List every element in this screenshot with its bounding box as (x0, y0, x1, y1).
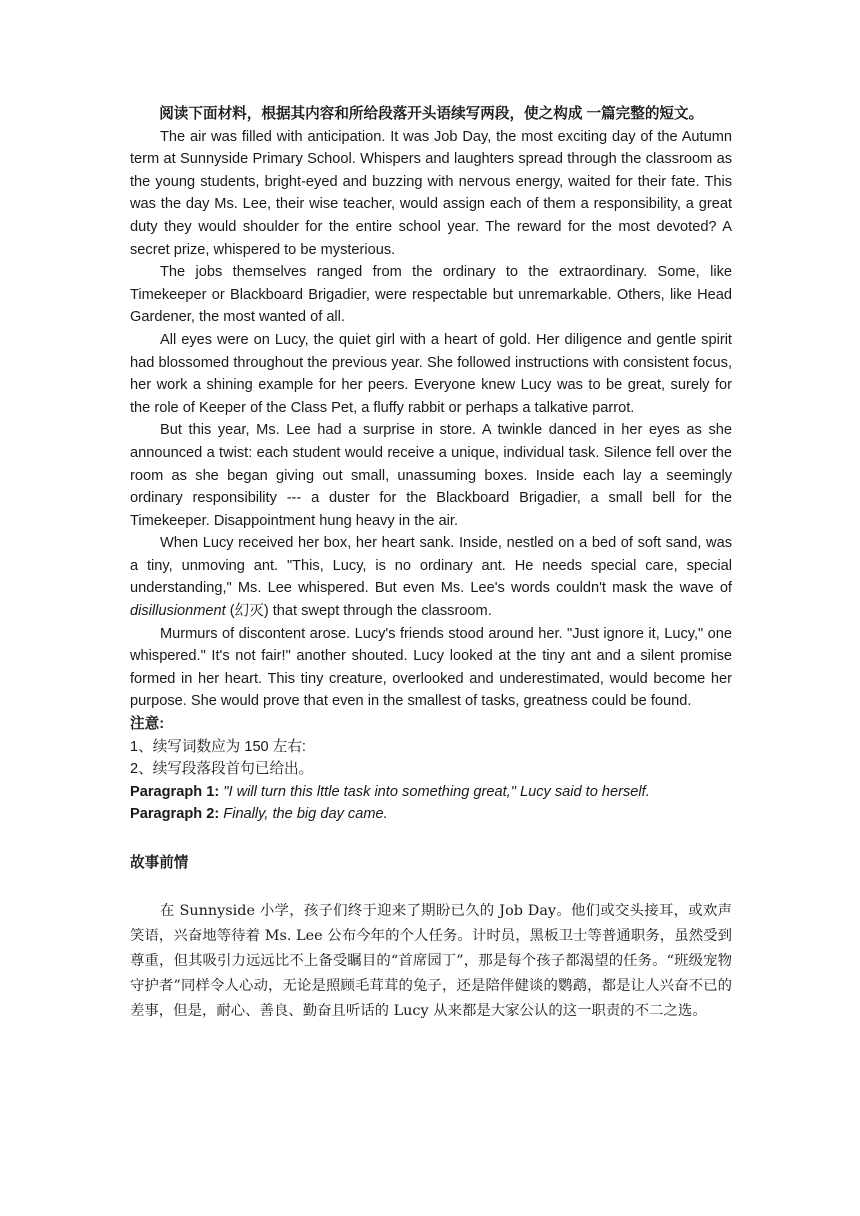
story-paragraph-3: All eyes were on Lucy, the quiet girl with a heart of gold. Her diligence and gentle spirit had blossomed throughout the previous year. She followed instructions with consistent focus, her work a shining example for her peers. Everyone knew Lucy was to be great, surely for the role of Keeper of the Class Pet, a fluffy rabbit or perhaps a talkative parrot. (130, 331, 732, 416)
story-paragraph-4: But this year, Ms. Lee had a surprise in store. A twinkle danced in her eyes as she announced a twist: each student would receive a unique, individual task. Silence fell over the room as she began giving out small, unassuming boxes. Inside each lay a seemingly ordinary responsibility --- a duster for the Blackboard Brigadier, a small bell for the Timekeeper. Disappointment hung heavy in the air. (130, 422, 732, 529)
paragraph-1-opening: "I will turn this lttle task into something great," Lucy said to herself. (223, 783, 650, 800)
story-background-title: 故事前情 (130, 855, 189, 871)
story-background-text: 在 Sunnyside 小学，孩子们终于迎来了期盼已久的 Job Day。他们或交头接耳，或欢声笑语，兴奋地等待着 Ms. Lee 公布今年的个人任务。计时员，黑板卫士等普通职务，虽然受到尊重，但其吸引力远远比不上备受瞩目的“首席园丁”，那是每个孩子都渴望的任务。“班级宠物守护者”同样令人心动，无论是照顾毛茸茸的兔子，还是陪伴健谈的鹦鹉，都是让人兴奋不已的差事，但是，耐心、善良、勤奋且听话的 Lucy 从来都是大家公认的这一职责的不二之选。 (130, 902, 732, 1019)
notes-title: 注意: (130, 716, 165, 733)
story-paragraph-2: The jobs themselves ranged from the ordinary to the extraordinary. Some, like Timekeeper or Blackboard Brigadier, were respectable but unremarkable. Others, like Head Gardener, the most wanted of all. (130, 264, 732, 326)
paragraph-1-prompt (130, 781, 732, 804)
paragraph-2-opening: Finally, the big day came. (223, 806, 388, 823)
story-paragraph-5 (130, 532, 732, 622)
paragraph-2-label: Paragraph 2: (130, 806, 220, 823)
paragraph-5-text-after: (幻灭) that swept through the classroom. (225, 603, 492, 620)
note-item-1: 1、续写词数应为 150 左右: (130, 738, 306, 755)
story-paragraph-1: The air was filled with anticipation. It was Job Day, the most exciting day of the Autumn term at Sunnyside Primary School. Whispers and laughters spread through the classroom as the young students, bright-eyed and buzzing with nervous energy, waited for their fate. This was the day Ms. Lee, their wise teacher, would assign each of them a responsibility, a great duty they would shoulder for the entire school year. The reward for the most devoted? A secret prize, whispered to be mysterious. (130, 128, 732, 258)
story-paragraph-6: Murmurs of discontent arose. Lucy's friends stood around her. "Just ignore it, Lucy," one whispered." It's not fair!" another shouted. Lucy looked at the tiny ant and a silent promise formed in her heart. This tiny creature, overlooked and underestimated, would become her purpose. She would prove that even in the smallest of tasks, greatness could be found. (130, 625, 732, 710)
paragraph-5-text-before: When Lucy received her box, her heart sank. Inside, nestled on a bed of soft sand, was a tiny, unmoving ant. "This, Lucy, is no ordinary ant. He needs special care, special understanding," Ms. Lee whispered. But even Ms. Lee's words couldn't mask the wave of (130, 535, 732, 597)
paragraph-2-prompt (130, 803, 732, 826)
paragraph-5-italic-word: disillusionment (130, 603, 226, 620)
paragraph-1-label: Paragraph 1: (130, 783, 220, 800)
task-instruction: 阅读下面材料，根据其内容和所给段落开头语续写两段，使之构成 一篇完整的短文。 (159, 106, 704, 122)
document-page (130, 103, 732, 1024)
note-item-2: 2、续写段落段首句已给出。 (130, 761, 314, 778)
